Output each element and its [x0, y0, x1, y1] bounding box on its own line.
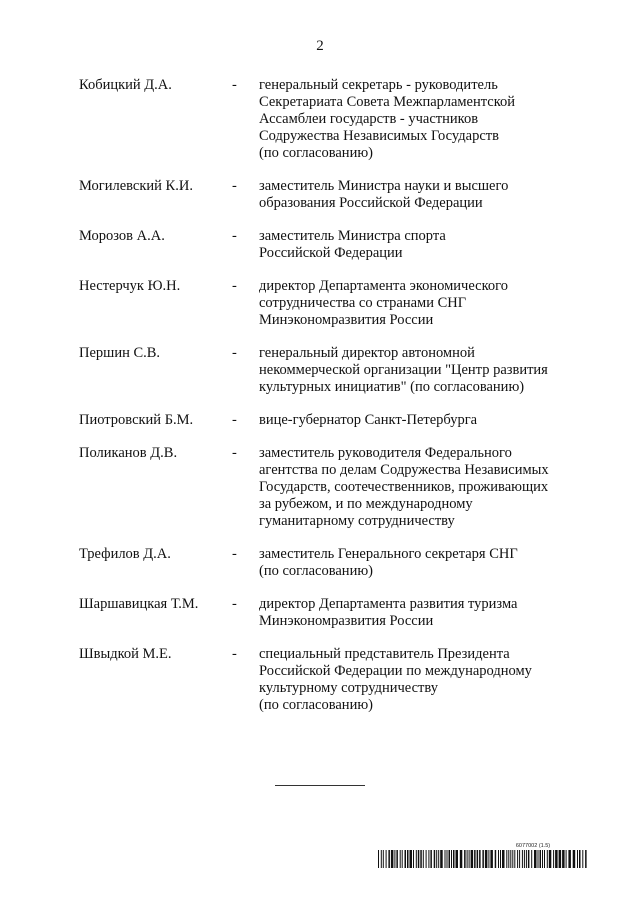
- member-name: Пиотровский Б.М.: [79, 412, 194, 428]
- barcode-block: [378, 843, 588, 868]
- member-dash: -: [232, 412, 237, 428]
- member-dash: -: [232, 646, 237, 662]
- barcode-icon: [378, 850, 588, 868]
- member-role: генеральный секретарь - руководитель Секретариата Совета Межпарламентской Ассамблеи государств - участников Содружества Независимых Государств (по согласованию): [259, 77, 516, 161]
- member-name: Морозов А.А.: [79, 228, 165, 244]
- member-entry: [79, 646, 579, 714]
- member-entry: [79, 596, 579, 630]
- member-list: [79, 77, 579, 730]
- member-dash: -: [232, 596, 237, 612]
- member-entry: [79, 228, 579, 262]
- member-dash: -: [232, 77, 237, 93]
- member-name: Першин С.В.: [79, 345, 161, 361]
- member-entry: [79, 546, 579, 580]
- closing-divider: [275, 785, 365, 786]
- member-entry: [79, 345, 579, 396]
- document-code: 6077002 (1.5): [515, 843, 551, 849]
- member-entry: [79, 178, 579, 212]
- member-role: заместитель Генерального секретаря СНГ (по согласованию): [259, 546, 518, 579]
- member-name: Поликанов Д.В.: [79, 445, 178, 461]
- member-name: Могилевский К.И.: [79, 178, 193, 194]
- member-role: специальный представитель Президента Российской Федерации по международному культурному сотрудничеству (по согласованию): [259, 646, 532, 713]
- member-name: Шаршавицкая Т.М.: [79, 596, 199, 612]
- member-role: генеральный директор автономной некоммерческой организации "Центр развития культурных инициатив" (по согласованию): [259, 345, 548, 395]
- member-entry: [79, 412, 579, 429]
- member-dash: -: [232, 178, 237, 194]
- member-role: заместитель Министра науки и высшего образования Российской Федерации: [259, 178, 509, 211]
- member-name: Трефилов Д.А.: [79, 546, 171, 562]
- member-dash: -: [232, 546, 237, 562]
- member-name: Нестерчук Ю.Н.: [79, 278, 181, 294]
- member-entry: [79, 77, 579, 162]
- member-dash: -: [232, 445, 237, 461]
- member-role: директор Департамента экономического сотрудничества со странами СНГ Минэкономразвития России: [259, 278, 508, 328]
- member-entry: [79, 278, 579, 329]
- member-name: Швыдкой М.Е.: [79, 646, 172, 662]
- member-name: Кобицкий Д.А.: [79, 77, 172, 93]
- member-dash: -: [232, 345, 237, 361]
- member-role: директор Департамента развития туризма Минэкономразвития России: [259, 596, 518, 629]
- member-dash: -: [232, 228, 237, 244]
- member-role: заместитель Министра спорта Российской Федерации: [259, 228, 446, 261]
- member-dash: -: [232, 278, 237, 294]
- member-role: заместитель руководителя Федерального агентства по делам Содружества Независимых Государств, соотечественников, проживающих за рубежом, и по международному гуманитарному сотрудничеству: [259, 445, 549, 529]
- member-entry: [79, 445, 579, 530]
- page-number: 2: [316, 38, 324, 54]
- member-role: вице-губернатор Санкт-Петербурга: [259, 412, 478, 428]
